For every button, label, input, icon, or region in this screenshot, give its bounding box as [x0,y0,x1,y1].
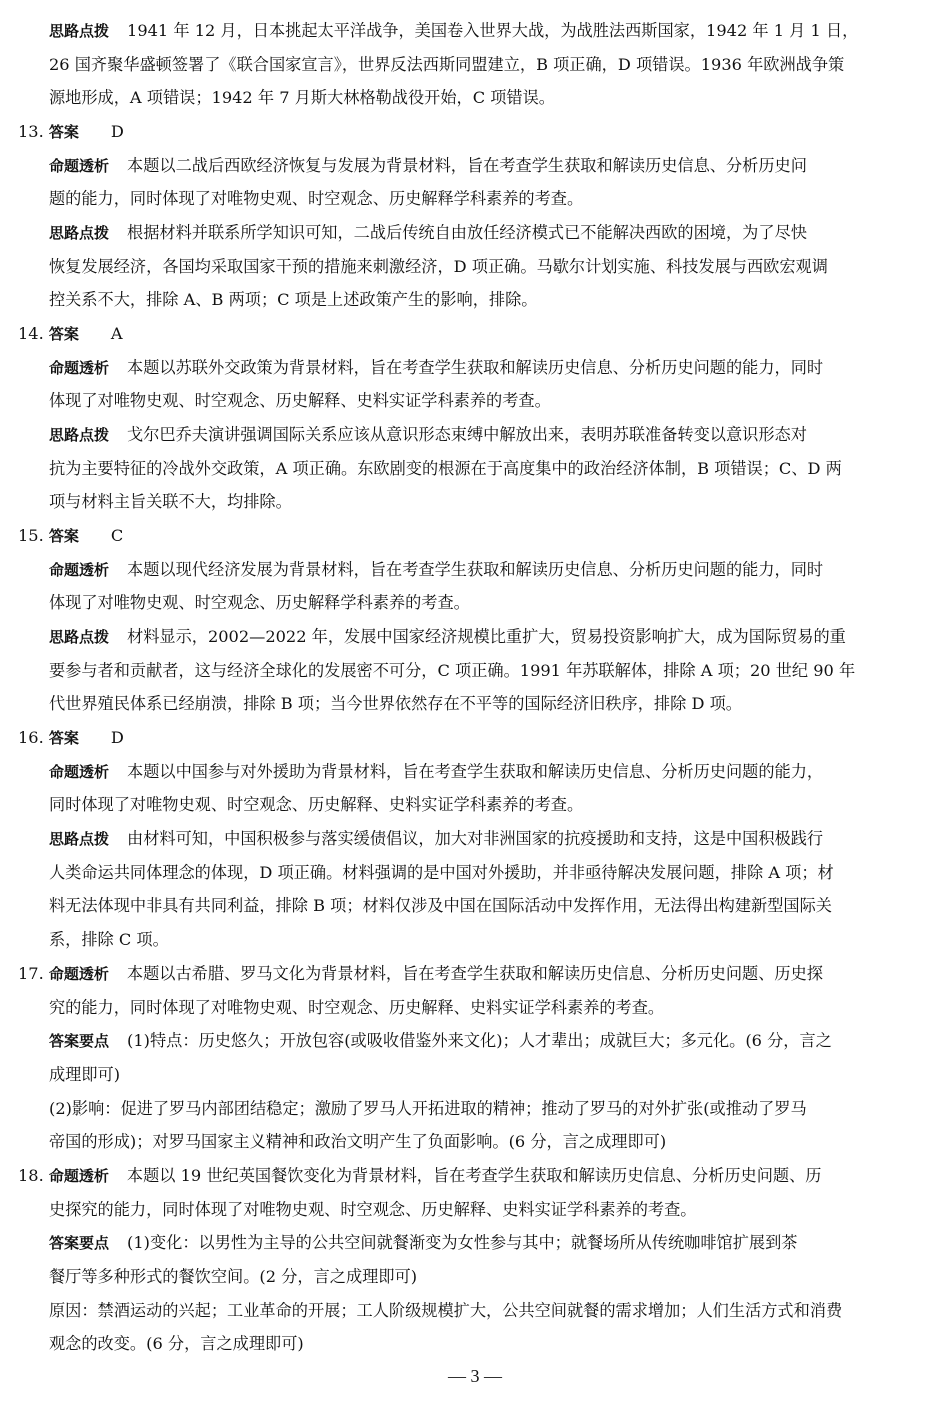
q17-yaodian-line: (2)影响：促进了罗马内部团结稳定；激励了罗马人开拓进取的精神；推动了罗马的对外扩张(或推动了罗马 [49,1099,807,1118]
silu-label: 思路点拨 [49,830,110,848]
q12-silu-line: 思路点拨 1941 年 12 月，日本挑起太平洋战争，美国卷入世界大战，为战胜法西斯国家，1942 年 1 月 1 日， [49,21,859,40]
toushi-label: 命题透析 [48,1167,109,1185]
q13-toushi-line: 题的能力，同时体现了对唯物史观、时空观念、历史解释学科素养的考查。 [49,189,584,208]
q14-silu-line: 项与材料主旨关联不大，均排除。 [49,492,292,511]
answer-label: 答案 [48,325,79,343]
q16-toushi-line: 同时体现了对唯物史观、时空观念、历史解释、史料实证学科素养的考查。 [49,795,584,814]
answer-letter: C [110,526,124,545]
q18-yaodian-line: 观念的改变。(6 分，言之成理即可) [49,1334,304,1353]
q18-toushi-line: 史探究的能力，同时体现了对唯物史观、时空观念、历史解释、史料实证学科素养的考查。 [49,1200,697,1219]
q16-silu-line: 料无法体现中非具有共同利益，排除 B 项；材料仅涉及中国在国际活动中发挥作用，无法得出构建新型国际关 [49,896,832,915]
q18-yaodian-line: 答案要点 (1)变化：以男性为主导的公共空间就餐渐变为女性参与其中；就餐场所从传统咖啡馆扩展到茶 [49,1233,798,1252]
q18-yaodian-line: 餐厅等多种形式的餐饮空间。(2 分，言之成理即可) [49,1267,418,1286]
q12-silu-line: 26 国齐聚华盛顿签署了《联合国家宣言》，世界反法西斯同盟建立，B 项正确，D 项错误。1936 年欧洲战争策 [49,55,845,74]
q14-toushi-line: 体现了对唯物史观、时空观念、历史解释、史料实证学科素养的考查。 [49,391,551,410]
q16-answer-line [18,727,124,749]
q14-silu-line: 思路点拨 戈尔巴乔夫演讲强调国际关系应该从意识形态束缚中解放出来，表明苏联准备转变以意识形态对 [49,425,807,444]
answer-letter: D [110,122,124,141]
q17-yaodian-line: 帝国的形成)；对罗马国家主义精神和政治文明产生了负面影响。(6 分，言之成理即可) [49,1132,667,1151]
q13-silu-line: 思路点拨 根据材料并联系所学知识可知，二战后传统自由放任经济模式已不能解决西欧的困境，为了尽快 [49,223,807,242]
q13-answer-line [18,121,124,143]
q14-silu-line: 抗为主要特征的冷战外交政策，A 项正确。东欧剧变的根源在于高度集中的政治经济体制，B 项错误；C、D 两 [49,459,842,478]
q17-toushi-line: 17. 命题透析 本题以古希腊、罗马文化为背景材料，旨在考查学生获取和解读历史信息、分析历史问题、历史探 [18,964,823,983]
silu-label: 思路点拨 [49,426,110,444]
q12-silu-line: 源地形成，A 项错误；1942 年 7 月斯大林格勒战役开始，C 项错误。 [49,88,555,107]
question-number: 15. [18,526,44,545]
q15-toushi-line: 命题透析 本题以现代经济发展为背景材料，旨在考查学生获取和解读历史信息、分析历史问题的能力，同时 [49,560,824,579]
q15-silu-line: 要参与者和贡献者，这与经济全球化的发展密不可分，C 项正确。1991 年苏联解体，排除 A 项；20 世纪 90 年 [49,661,856,680]
q16-toushi-line: 命题透析 本题以中国参与对外援助为背景材料，旨在考查学生获取和解读历史信息、分析历史问题的能力， [49,762,824,781]
toushi-label: 命题透析 [49,359,110,377]
question-number: 16. [18,728,44,747]
toushi-label: 命题透析 [49,561,110,579]
q15-toushi-line: 体现了对唯物史观、时空观念、历史解释学科素养的考查。 [49,593,470,612]
toushi-label: 命题透析 [48,965,109,983]
q17-yaodian-line: 答案要点 (1)特点：历史悠久；开放包容(或吸收借鉴外来文化)；人才辈出；成就巨大；多元化。(6 分，言之 [49,1031,832,1050]
answer-letter: A [110,324,123,343]
q13-silu-line: 恢复发展经济，各国均采取国家干预的措施来刺激经济，D 项正确。马歇尔计划实施、科技发展与西欧宏观调 [49,257,828,276]
silu-label: 思路点拨 [49,628,110,646]
q15-answer-line [18,525,123,547]
q13-silu-line: 控关系不大，排除 A、B 两项；C 项是上述政策产生的影响，排除。 [49,290,538,309]
page-number: — 3 — [448,1366,502,1386]
q15-silu-line: 代世界殖民体系已经崩溃，排除 B 项；当今世界依然存在不平等的国际经济旧秩序，排除 D 项。 [49,694,742,713]
yaodian-label: 答案要点 [49,1234,110,1252]
question-number: 18. [18,1166,44,1185]
q16-silu-line: 系，排除 C 项。 [49,930,169,949]
answer-letter: D [110,728,124,747]
q13-toushi-line: 命题透析 本题以二战后西欧经济恢复与发展为背景材料，旨在考查学生获取和解读历史信息、分析历史问 [49,156,807,175]
question-number: 13. [18,122,44,141]
toushi-label: 命题透析 [49,157,110,175]
question-number: 17. [18,964,44,983]
silu-label: 思路点拨 [49,224,110,242]
q16-silu-line: 思路点拨 由材料可知，中国积极参与落实缓债倡议，加大对非洲国家的抗疫援助和支持，这是中国积极践行 [49,829,824,848]
q14-toushi-line: 命题透析 本题以苏联外交政策为背景材料，旨在考查学生获取和解读历史信息、分析历史问题的能力，同时 [49,358,824,377]
q14-answer-line [18,323,123,345]
yaodian-label: 答案要点 [49,1032,110,1050]
q18-yaodian-line: 原因：禁酒运动的兴起；工业革命的开展；工人阶级规模扩大，公共空间就餐的需求增加；人们生活方式和消费 [49,1301,843,1320]
question-number: 14. [18,324,44,343]
toushi-label: 命题透析 [49,763,110,781]
answer-label: 答案 [48,729,79,747]
q16-silu-line: 人类命运共同体理念的体现，D 项正确。材料强调的是中国对外援助，并非亟待解决发展问题，排除 A 项；材 [49,863,834,882]
silu-label: 思路点拨 [49,22,110,40]
answer-label: 答案 [48,527,79,545]
answer-label: 答案 [48,123,79,141]
q15-silu-line: 思路点拨 材料显示，2002—2022 年，发展中国家经济规模比重扩大，贸易投资影响扩大，成为国际贸易的重 [49,627,846,646]
q17-yaodian-line: 成理即可) [49,1065,121,1084]
q18-toushi-line: 18. 命题透析 本题以 19 世纪英国餐饮变化为背景材料，旨在考查学生获取和解读历史信息、分析历史问题、历 [18,1166,822,1185]
q17-toushi-line: 究的能力，同时体现了对唯物史观、时空观念、历史解释、史料实证学科素养的考查。 [49,998,665,1017]
